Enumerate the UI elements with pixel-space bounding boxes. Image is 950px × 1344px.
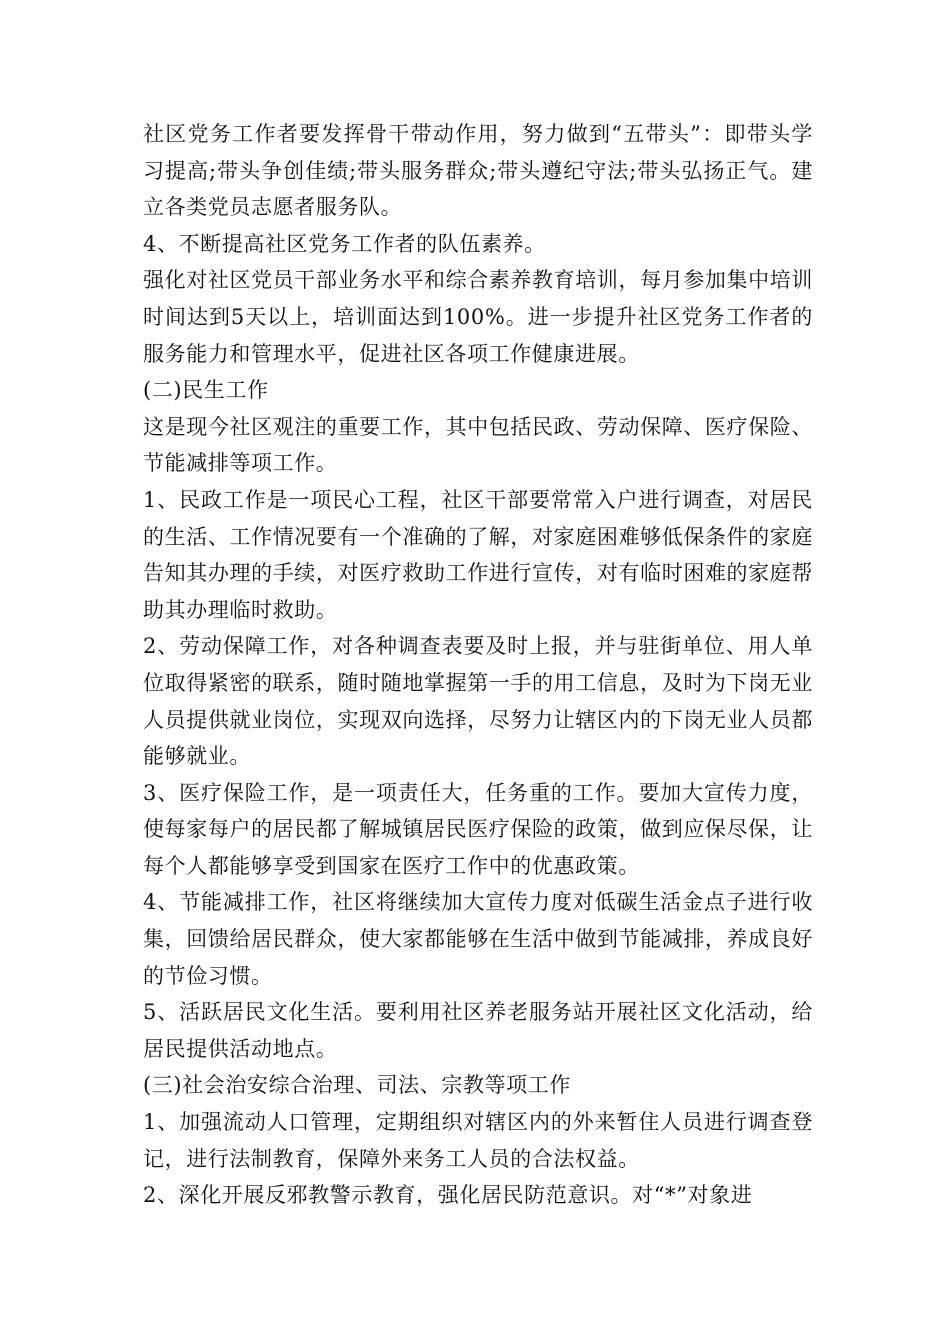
paragraph-civil-affairs: 1、民政工作是一项民心工程，社区干部要常常入户进行调查，对居民的生活、工作情况要有一个准确的了解，对家庭困难够低保条件的家庭告知其办理的手续，对医疗救助工作进行宣传，对有临时困难的家庭帮助其办理临时救助。: [143, 487, 813, 622]
paragraph-medical-insurance: 3、医疗保险工作，是一项责任大，任务重的工作。要加大宣传力度，使每家每户的居民都了解城镇居民医疗保险的政策，做到应保尽保，让每个人都能够享受到国家在医疗工作中的优惠政策。: [143, 780, 813, 878]
paragraph-floating-population: 1、加强流动人口管理，定期组织对辖区内的外来暂住人员进行调查登记，进行法制教育，保障外来务工人员的合法权益。: [143, 1110, 813, 1171]
paragraph-item-4-heading: 4、不断提高社区党务工作者的队伍素养。: [143, 231, 546, 256]
paragraph-training: 强化对社区党员干部业务水平和综合素养教育培训，每月参加集中培训时间达到5天以上，培训面达到100%。进一步提升社区党务工作者的服务能力和管理水平，促进社区各项工作健康进展。: [143, 268, 813, 366]
document-body: [143, 116, 813, 1214]
paragraph-energy-saving: 4、节能减排工作，社区将继续加大宣传力度对低碳生活金点子进行收集，回馈给居民群众，使大家都能够在生活中做到节能减排，养成良好的节俭习惯。: [143, 890, 813, 988]
paragraph-cultural-life: 5、活跃居民文化生活。要利用社区养老服务站开展社区文化活动，给居民提供活动地点。: [143, 1000, 813, 1061]
section-heading-livelihood: (二)民生工作: [143, 378, 269, 403]
paragraph-livelihood-intro: 这是现今社区观注的重要工作，其中包括民政、劳动保障、医疗保险、节能减排等项工作。: [143, 414, 813, 476]
section-heading-public-security: (三)社会治安综合治理、司法、宗教等项工作: [143, 1073, 571, 1098]
paragraph-anti-cult-education: 2、深化开展反邪教警示教育，强化居民防范意识。对“*”对象进: [143, 1183, 753, 1208]
paragraph-party-workers-five-leads: 社区党务工作者要发挥骨干带动作用，努力做到“五带头”：即带头学习提高;带头争创佳绩;带头服务群众;带头遵纪守法;带头弘扬正气。建立各类党员志愿者服务队。: [143, 122, 813, 220]
paragraph-labor-security: 2、劳动保障工作，对各种调查表要及时上报，并与驻街单位、用人单位取得紧密的联系，随时随地掌握第一手的用工信息，及时为下岗无业人员提供就业岗位，实现双向选择，尽努力让辖区内的下岗无业人员都能够就业。: [143, 634, 813, 769]
